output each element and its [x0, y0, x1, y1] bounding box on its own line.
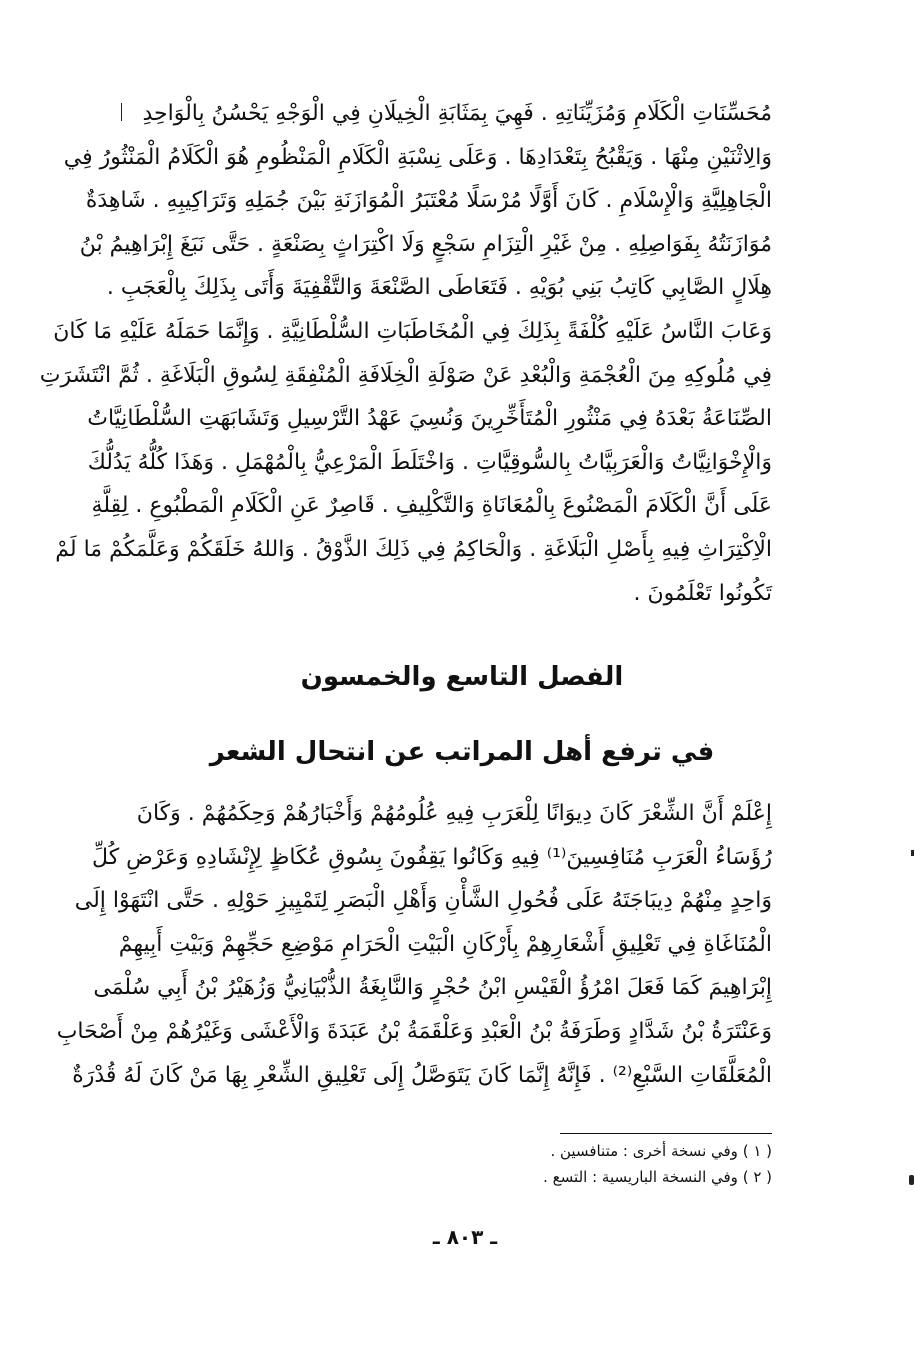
text-line: الْمُنَاغَاةِ فِي تَعْلِيقِ أَشْعَارِهِمْ بِأَرْكَانِ الْبَيْتِ الْحَرَامِ مَوْضِعِ حَجِّهِمْ وَبَيْتِ أَبِيهِمْ [118, 931, 772, 957]
text-line: هِلَالٍ الصَّابِي كَاتِبُ بَنِي بُوَيْهِ . فَتَعَاطَى الصَّنْعَةَ وَالتَّقْفِيَةَ وَأَتَى بِذَلِكَ بِالْعَجَبِ . [106, 275, 772, 301]
margin-mark [909, 1175, 914, 1185]
text-line: مُحَسِّنَاتِ الْكَلَامِ وَمُزَيِّنَاتِهِ . فَهِيَ بِمَثَابَةِ الْخِيلَانِ فِي الْوَجْهِ يَحْسُنُ بِالْوَاحِدِ [142, 101, 772, 126]
paragraph-2 [56, 792, 772, 1097]
text-line: إِعْلَمْ أَنَّ الشِّعْرَ كَانَ دِيوَانًا لِلْعَرَبِ فِيهِ عُلُومُهُمْ وَأَخْبَارُهُمْ وَحِكَمُهُمْ . وَكَانَ [136, 801, 772, 826]
chapter-title: الفصل التاسع والخمسون [300, 662, 624, 692]
text-line: وَاحِدٍ مِنْهُمْ دِيبَاجَتَهُ عَلَى فُحُولِ الشَّأْنِ وَأَهْلِ الْبَصَرِ لِتَمْيِيزِ حَوْلِهِ . حَتَّى انْتَهَوْا إِلَى [74, 888, 772, 914]
margin-mark [911, 850, 914, 856]
footnote-divider [560, 1133, 772, 1134]
text-line: الْجَاهِلِيَّةِ وَالْإِسْلَامِ . كَانَ أَوَّلًا مُرْسَلًا مُعْتَبَرُ الْمُوَازَنَةِ بَيْنَ جُمَلِهِ وَتَرَاكِيبِهِ . شَاهِدَةٌ [85, 188, 772, 214]
footnotes [300, 1138, 772, 1190]
text-line: الصِّنَاعَةُ بَعْدَهُ فِي مَنْثُورِ الْمُتَأَخِّرِينَ وَنُسِيَ عَهْدُ التَّرْسِيلِ وَتَشَابَهَتِ السُّلْطَانِيَّاتُ [87, 406, 772, 432]
text-line: وَالِاثْنَيْنِ مِنْهَا . وَيَقْبُحُ بِتَعْدَادِهَا . وَعَلَى نِسْبَةِ الْكَلَامِ الْمَنْظُومِ هُوَ الْكَلَامُ الْمَنْثُورُ فِي [63, 144, 772, 170]
text-line: تَكُونُوا تَعْلَمُونَ . [633, 580, 772, 606]
text-line: رُؤَسَاءُ الْعَرَبِ مُنَافِسِينَ⁽¹⁾ فِيهِ وَكَانُوا يَقِفُونَ بِسُوقِ عُكَاظٍ لِإِنْشَادِهِ وَعَرْضِ كُلِّ [92, 844, 772, 870]
text-line: وَالْإِخْوَانِيَّاتُ وَالْعَرَبِيَّاتُ بِالسُّوقِيَّاتِ . وَاخْتَلَطَ الْمَرْعِيُّ بِالْمُهْمَلِ . وَهَذَا كُلُّهُ يَدُلُّكَ [87, 449, 772, 475]
text-line: عَلَى أَنَّ الْكَلَامَ الْمَصْنُوعَ بِالْمُعَانَاةِ وَالتَّكْلِيفِ . قَاصِرٌ عَنِ الْكَلَامِ الْمَطْبُوعِ . لِقِلَّةِ [91, 493, 772, 519]
text-line: وَعَابَ النَّاسُ عَلَيْهِ كُلْفَةً بِذَلِكَ فِي الْمُخَاطَبَاتِ السُّلْطَانِيَّةِ . وَإِنَّمَا حَمَلَهُ عَلَيْهِ مَا كَانَ [53, 318, 772, 344]
page-number: ـ ٨٠٣ ـ [432, 1225, 498, 1249]
text-line: مُوَازَنَتُهُ بِفَوَاصِلِهِ . مِنْ غَيْرِ الْتِزَامِ سَجْعٍ وَلَا اكْتِرَاثٍ بِصَنْعَةٍ . حَتَّى نَبَغَ إِبْرَاهِيمُ بْنُ [79, 231, 772, 257]
text-line: وَعَنْتَرَةُ بْنُ شَدَّادٍ وَطَرَفَةُ بْنُ الْعَبْدِ وَعَلْقَمَةُ بْنُ عَبَدَةَ وَالْأَعْشَى وَغَيْرُهُمْ مِنْ أَصْحَابِ [56, 1018, 772, 1044]
text-line: الْمُعَلَّقَاتِ السَّبْعِ⁽²⁾ . فَإِنَّهُ إِنَّمَا كَانَ يَتَوَصَّلُ إِلَى تَعْلِيقِ الشِّعْرِ بِهَا مَنْ كَانَ لَهُ قُدْرَةٌ [72, 1062, 772, 1088]
text-line: الْاِكْتِرَاثِ فِيهِ بِأَصْلِ الْبَلَاغَةِ . وَالْحَاكِمُ فِي ذَلِكَ الذَّوْقُ . وَاللهُ خَلَقَكُمْ وَعَلَّمَكُمْ مَا لَمْ [55, 536, 772, 562]
text-line: فِي مُلُوكِهِ مِنَ الْعُجْمَةِ وَالْبُعْدِ عَنْ صَوْلَةِ الْخِلَافَةِ الْمُنْفِقَةِ لِسُوقِ الْبَلَاغَةِ . ثُمَّ انْتَشَرَتِ [39, 362, 772, 388]
section-title: في ترفع أهل المراتب عن انتحال الشعر [209, 737, 715, 767]
text-line: إِبْرَاهِيمَ كَمَا فَعَلَ امْرُؤُ الْقَيْسِ ابْنُ حُجْرٍ وَالنَّابِغَةُ الذُّبْيَانِيُّ وَزُهَيْرُ بْنُ أَبِي سُلْمَى [93, 975, 772, 1001]
footnote-2: ( ٢ ) وفي النسخة الباريسية : التسع . [543, 1168, 772, 1186]
paragraph-1 [39, 92, 772, 615]
footnote-1: ( ١ ) وفي نسخة أخرى : متنافسين . [550, 1142, 772, 1160]
margin-mark [121, 103, 122, 121]
